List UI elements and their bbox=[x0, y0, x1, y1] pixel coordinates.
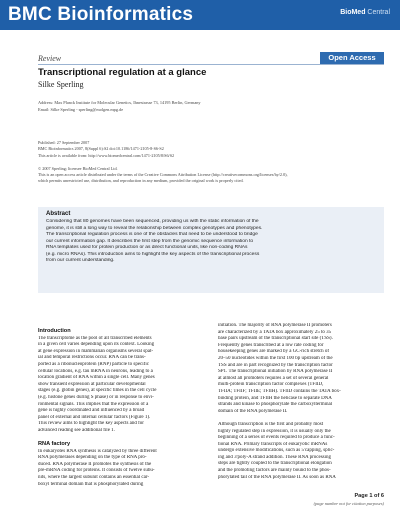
meta-line: This article is available from: http://www.biomedcentral.com/1471-2105/8/S6/S2 bbox=[38, 152, 175, 158]
body-line: gene is highly coordinated and influenced by a broad bbox=[38, 408, 145, 414]
body-line: binding protein, and TFIIH the helicase to separate DNA bbox=[218, 395, 332, 401]
journal-title: BMC Bioinformatics bbox=[8, 4, 194, 25]
meta-line: BMC Bioinformatics 2007, 8(Suppl 6):S2 doi:10.1186/1471-2105-8-S6-S2 bbox=[38, 146, 164, 152]
body-line: housekeeping genes are marked by a GC-rich stretch of bbox=[218, 349, 330, 355]
paper-title: Transcriptional regulation at a glance bbox=[38, 67, 207, 78]
title-rule bbox=[38, 64, 384, 65]
abstract-heading: Abstract bbox=[46, 211, 71, 217]
body-line: panel of external and internal cellular factors (Figure 1). bbox=[38, 414, 151, 420]
body-line: at almost all promoters requires a set of several general bbox=[218, 375, 329, 381]
body-line: 20–50 nucleotides within the first 100 bp upstream of the bbox=[218, 355, 333, 361]
abstract-line: Considering that 80 genomes have been sequenced, providing us with the static information of the bbox=[46, 219, 259, 224]
article-type: Review bbox=[38, 54, 62, 63]
body-line: undergo extensive modifications, such as 5'capping, splic- bbox=[218, 448, 335, 454]
body-line: tional RNA. Primary transcripts of eukaryotic mRNAs bbox=[218, 441, 328, 447]
page-note: (page number not for citation purposes) bbox=[313, 501, 384, 506]
body-line: highly regulated step in expression, it is usually only the bbox=[218, 428, 331, 434]
author-email: Email: Silke Sperling - sperling@molgen.mpg.de bbox=[38, 107, 124, 112]
body-line: ing and 3'poly-A strand addition. These RNA processing bbox=[218, 454, 332, 460]
body-line: phorylated tail of the RNA polymerase II. As soon as RNA bbox=[218, 474, 336, 480]
body-line: advanced reading see additional file 1. bbox=[38, 427, 115, 433]
abstract-body bbox=[46, 219, 376, 265]
body-line: at gene expression in mammalian organisms several spat- bbox=[38, 348, 154, 354]
body-line: location gradient of RNA within a single cell. Many genes bbox=[38, 375, 155, 381]
body-line: ial and temporal restrictions occur. RNA can be trans- bbox=[38, 355, 146, 361]
body-line: boxyl terminal domain that is phosphorylated during bbox=[38, 481, 144, 487]
introduction-heading: Introduction bbox=[38, 328, 71, 334]
abstract-line: RNA templates used for protein production or as direct functional units, like non-coding RNAs bbox=[46, 245, 248, 250]
body-line: TSS and are in part recognized by the transcription factor bbox=[218, 362, 333, 368]
meta-line: © 2007 Sperling; licensee BioMed Central Ltd. bbox=[38, 165, 118, 171]
body-line: SP1. The transcriptional initiation by RNA polymerase II bbox=[218, 369, 333, 375]
meta-line: This is an open access article distributed under the terms of the Creative Commons Attribution License (http://creativecommons.org/licenses/by/2.0), bbox=[38, 172, 288, 178]
author-name: Silke Sperling bbox=[38, 80, 84, 89]
body-line: multi-protein transcription factor complexes (TFIID, bbox=[218, 382, 324, 388]
body-line: pre-mRNA coding for proteins. It consists of twelve subu- bbox=[38, 468, 155, 474]
body-line: cellular locations, e.g. tau mRNA in neurons, leading to a bbox=[38, 368, 153, 374]
body-line: The transcriptome as the pool of all transcribed elements bbox=[38, 335, 152, 341]
body-line: (e.g. histone genes during S phase) or in response to envi- bbox=[38, 394, 154, 400]
body-line: beginning of a series of events required to produce a func- bbox=[218, 435, 335, 441]
body-line: initiation. The majority of RNA polymerase II promoters bbox=[218, 323, 332, 328]
body-line: This review aims to highlight the key aspects and for bbox=[38, 421, 144, 427]
body-line: are characterized by a TATA box approximately 25 to 35 bbox=[218, 329, 332, 335]
abstract-line: The transcriptional regulation process is one of the obstacles that need to be understood to bridge bbox=[46, 232, 258, 237]
body-line: Frequently genes transcribed at a low rate coding for bbox=[218, 342, 324, 348]
meta-line: Published: 27 September 2007 bbox=[38, 140, 90, 145]
body-line: TFIIA; TFIIF; TFIIE; TFIIH). TFIID contains the TATA box- bbox=[218, 388, 341, 394]
body-line: ronmental signals. This implies that the expression of a bbox=[38, 401, 149, 407]
body-line: In eukaryotes RNA synthesis is catalyzed by three different bbox=[38, 448, 157, 454]
body-line: stages (e.g. globin genes), at specific times in the cell cycle bbox=[38, 388, 157, 394]
body-line: strands and kinase to phosphorylate the carboxylterminal bbox=[218, 402, 333, 408]
body-line: base pairs upstream of the transcriptional start site (TSS). bbox=[218, 336, 333, 342]
body-line: nits, where the largest subunit contains an essential car- bbox=[38, 475, 150, 481]
author-address: Address: Max Planck Institute for Molecular Genetics, Ihnestrasse 73, 14195 Berlin, Germany bbox=[38, 100, 201, 105]
abstract-line: from our current understanding. bbox=[46, 258, 115, 263]
abstract-line: genome, it is still a long way to reveal the relationship between complex genotypes and phenotypes. bbox=[46, 225, 263, 231]
rna-factory-heading: RNA factory bbox=[38, 441, 71, 448]
publication-metadata bbox=[38, 140, 384, 185]
body-line: ported as a ribonucleoprotein (RNP) particle to specific bbox=[38, 361, 149, 367]
right-column bbox=[218, 323, 384, 481]
abstract-line: (e.g. micro RNAs). This introduction aims to highlight the key aspects of the transcriptional process bbox=[46, 251, 260, 257]
abstract-line: our current information gap. It describes the first step from the genomic sequence information to bbox=[46, 238, 254, 244]
publisher-logo-central: Central bbox=[365, 9, 390, 16]
meta-line: which permits unrestricted use, distribution, and reproduction in any medium, provided the original work is properly cited. bbox=[38, 178, 244, 184]
body-line: Although transcription is the first and probably most bbox=[218, 421, 324, 427]
body-line: domain of the RNA polymerase II. bbox=[218, 408, 288, 414]
left-column bbox=[38, 328, 204, 488]
body-line: show transient expression at particular developmental bbox=[38, 381, 146, 387]
body-line: duced. RNA polymerase II promotes the synthesis of the bbox=[38, 461, 152, 467]
publisher-logo bbox=[340, 9, 390, 16]
publisher-logo-bm: BioMed bbox=[340, 9, 366, 16]
page-number: Page 1 of 6 bbox=[354, 493, 384, 499]
open-access-badge: Open Access bbox=[320, 52, 384, 64]
body-line: and the promoting factors are mainly bound to the phos- bbox=[218, 468, 331, 474]
body-line: in a given cell varies depending upon its context. Looking bbox=[38, 342, 155, 348]
body-line: steps are tightly coupled to the transcriptional elongation bbox=[218, 461, 332, 467]
body-line: RNA polymerases depending on the type of RNA pro- bbox=[38, 455, 147, 461]
